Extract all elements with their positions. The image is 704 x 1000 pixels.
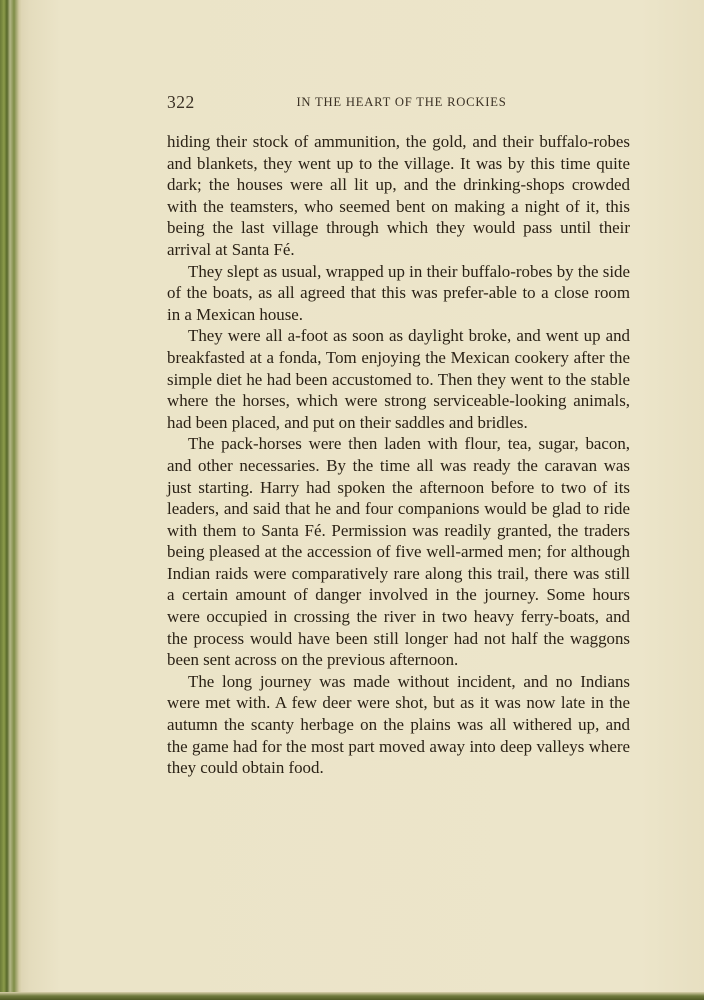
page-number: 322 xyxy=(167,92,195,112)
running-head: IN THE HEART OF THE ROCKIES xyxy=(296,95,507,109)
page-header xyxy=(167,92,630,116)
page-bottom-edge xyxy=(0,992,704,1000)
book-binding-edge xyxy=(0,0,22,1000)
paragraph-2: They slept as usual, wrapped up in their buffalo-robes by the side of the boats, as all agreed that this was prefer-able to a close room in a Mexican house. xyxy=(167,261,630,324)
paragraph-3: They were all a-foot as soon as daylight broke, and went up and breakfasted at a fonda, Tom enjoying the Mexican cookery after the simple diet he had been accustomed to. Then they went to the stable where the horses, which were strong serviceable-looking animals, had been placed, and put on their saddles and bridles. xyxy=(167,326,630,432)
paragraph-4: The pack-horses were then laden with flour, tea, sugar, bacon, and other necessaries. By the time all was ready the caravan was just starting. Harry had spoken the afternoon before to two of its leaders, and said that he and four companions would be glad to ride with them to Santa Fé. Permission was readily granted, the traders being pleased at the accession of five well-armed men; for although Indian raids were comparatively rare along this trail, there was still a certain amount of danger involved in the journey. Some hours were occupied in crossing the river in two heavy ferry-boats, and the process would have been still longer had not half the waggons been sent across on the previous afternoon. xyxy=(167,434,630,670)
paragraph-5: The long journey was made without incident, and no Indians were met with. A few deer were shot, but as it was now late in the autumn the scanty herbage on the plains was all withered up, and the game had for the most part moved away into deep valleys where they could obtain food. xyxy=(167,671,630,778)
paragraph-1: hiding their stock of ammunition, the gold, and their buffalo-robes and blankets, they went up to the village. It was by this time quite dark; the houses were all lit up, and the drinking-shops crowded with the teamsters, who seemed bent on making a night of it, this being the last village through which they would pass until their arrival at Santa Fé. xyxy=(167,132,630,259)
body-text xyxy=(167,131,630,779)
